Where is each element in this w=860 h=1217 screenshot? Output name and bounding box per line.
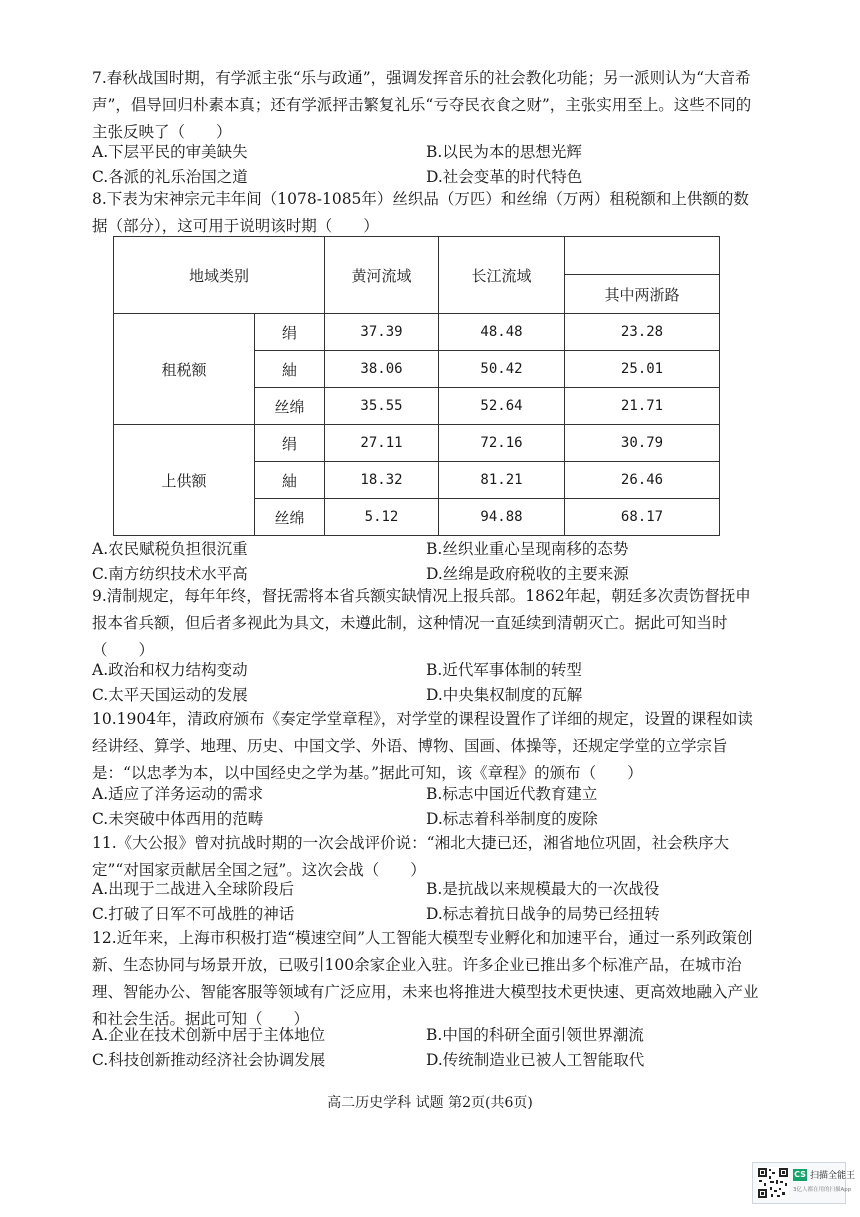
question-8-options — [92, 537, 760, 587]
q7-option-d: D.社会变革的时代特色 — [426, 168, 583, 186]
table-group-label: 租税额 — [114, 314, 255, 425]
q11-option-c: C.打破了日军不可战胜的神话 — [92, 905, 295, 923]
scanner-watermark — [752, 1162, 856, 1204]
q10-option-b: B.标志中国近代教育建立 — [426, 785, 598, 803]
q7-option-b: B.以民为本的思想光辉 — [426, 143, 582, 161]
q11-option-a: A.出现于二战进入全球阶段后 — [92, 880, 295, 898]
question-11-options — [92, 877, 760, 927]
table-header-blank — [565, 237, 720, 275]
table-group-label: 上供额 — [114, 425, 255, 536]
table-cell: 23.28 — [565, 314, 720, 351]
q11-option-d: D.标志着抗日战争的局势已经扭转 — [426, 905, 660, 923]
table-item: 丝绵 — [255, 499, 325, 536]
q8-option-a: A.农民赋税负担很沉重 — [92, 540, 248, 558]
question-10-options — [92, 782, 760, 832]
question-7-options — [92, 140, 760, 190]
table-cell: 26.46 — [565, 462, 720, 499]
q8-option-b: B.丝织业重心呈现南移的态势 — [426, 540, 629, 558]
q12-option-b: B.中国的科研全面引领世界潮流 — [426, 1026, 644, 1044]
table-header-category: 地域类别 — [114, 237, 325, 314]
table-cell: 81.21 — [439, 462, 565, 499]
q8-option-d: D.丝绵是政府税收的主要来源 — [426, 565, 629, 583]
table-cell: 37.39 — [325, 314, 439, 351]
table-cell: 27.11 — [325, 425, 439, 462]
question-12-stem: 12.近年来，上海市积极打造“模速空间”人工智能大模型专业孵化和加速平台，通过一系列政策创新、生态协同与场景开放，已吸引100余家企业入驻。许多企业已推出多个标准产品，在城市治理、智能办公、智能客服等领域有广泛应用，未来也将推进大模型技术更快速、更高效地融入产业和社会生活。据此可知（ ） — [92, 929, 759, 1028]
page-footer: 高二历史学科 试题 第2页(共6页) — [327, 1095, 533, 1111]
q9-option-d: D.中央集权制度的瓦解 — [426, 686, 583, 704]
q9-option-c: C.太平天国运动的发展 — [92, 686, 248, 704]
question-8-stem: 8.下表为宋神宗元丰年间（1078-1085年）丝织品（万匹）和丝绵（万两）租税额和上供额的数据（部分），这可用于说明该时期（ ） — [92, 190, 749, 235]
table-header-huanghe: 黄河流域 — [325, 237, 439, 314]
question-10-stem: 10.1904年，清政府颁布《奏定学堂章程》，对学堂的课程设置作了详细的规定，设置的课程如读经讲经、算学、地理、历史、中国文学、外语、博物、国画、体操等，还规定学堂的立学宗旨是：“以忠孝为本，以中国经史之学为基。”据此可知，该《章程》的颁布（ ） — [92, 710, 753, 782]
table-cell: 30.79 — [565, 425, 720, 462]
question-7-stem: 7.春秋战国时期，有学派主张“乐与政通”，强调发挥音乐的社会教化功能；另一派则认为“大音希声”，倡导回归朴素本真；还有学派抨击繁复礼乐“亏夺民衣食之财”，主张实用至上。这些不同的主张反映了（ ） — [92, 69, 752, 141]
table-cell: 72.16 — [439, 425, 565, 462]
q7-option-c: C.各派的礼乐治国之道 — [92, 168, 248, 186]
table-item: 绢 — [255, 314, 325, 351]
q7-option-a: A.下层平民的审美缺失 — [92, 143, 248, 161]
table-item: 丝绵 — [255, 388, 325, 425]
q12-option-a: A.企业在技术创新中居于主体地位 — [92, 1026, 326, 1044]
table-cell: 52.64 — [439, 388, 565, 425]
q8-option-c: C.南方纺织技术水平高 — [92, 565, 248, 583]
q9-option-b: B.近代军事体制的转型 — [426, 661, 582, 679]
question-9-stem: 9.清制规定，每年年终，督抚需将本省兵额实缺情况上报兵部。1862年起，朝廷多次责饬督抚申报本省兵额，但后者多视此为具文，未遵此制，这种情况一直延续到清朝灭亡。据此可知当时（ ） — [92, 587, 751, 659]
q11-option-b: B.是抗战以来规模最大的一次战役 — [426, 880, 660, 898]
table-cell: 38.06 — [325, 351, 439, 388]
question-11-stem: 11.《大公报》曾对抗战时期的一次会战评价说：“湘北大捷已还，湘省地位巩固，社会秩序大定”“对国家贡献居全国之冠”。这次会战（ ） — [92, 834, 730, 879]
table-cell: 68.17 — [565, 499, 720, 536]
silk-tax-table — [113, 236, 720, 536]
table-cell: 21.71 — [565, 388, 720, 425]
question-9-options — [92, 658, 760, 708]
scanner-app-name: 扫描全能王 — [810, 1171, 856, 1181]
table-item: 紬 — [255, 351, 325, 388]
table-cell: 94.88 — [439, 499, 565, 536]
table-item: 绢 — [255, 425, 325, 462]
table-cell: 18.32 — [325, 462, 439, 499]
table-item: 紬 — [255, 462, 325, 499]
table-cell: 35.55 — [325, 388, 439, 425]
q9-option-a: A.政治和权力结构变动 — [92, 661, 248, 679]
qr-code-icon — [757, 1167, 789, 1199]
table-cell: 25.01 — [565, 351, 720, 388]
scanner-tagline: 3亿人都在用的扫描App — [793, 1187, 852, 1193]
question-12-options — [92, 1023, 760, 1073]
table-cell: 5.12 — [325, 499, 439, 536]
q10-option-c: C.未突破中体西用的范畴 — [92, 810, 264, 828]
q12-option-d: D.传统制造业已被人工智能取代 — [426, 1051, 645, 1069]
table-header-changjiang: 长江流域 — [439, 237, 565, 314]
scanner-logo-icon: CS — [794, 1170, 806, 1179]
q10-option-a: A.适应了洋务运动的需求 — [92, 785, 264, 803]
q12-option-c: C.科技创新推动经济社会协调发展 — [92, 1051, 326, 1069]
table-cell: 50.42 — [439, 351, 565, 388]
q10-option-d: D.标志着科举制度的废除 — [426, 810, 598, 828]
table-cell: 48.48 — [439, 314, 565, 351]
table-header-liangzhe: 其中两浙路 — [565, 275, 720, 314]
